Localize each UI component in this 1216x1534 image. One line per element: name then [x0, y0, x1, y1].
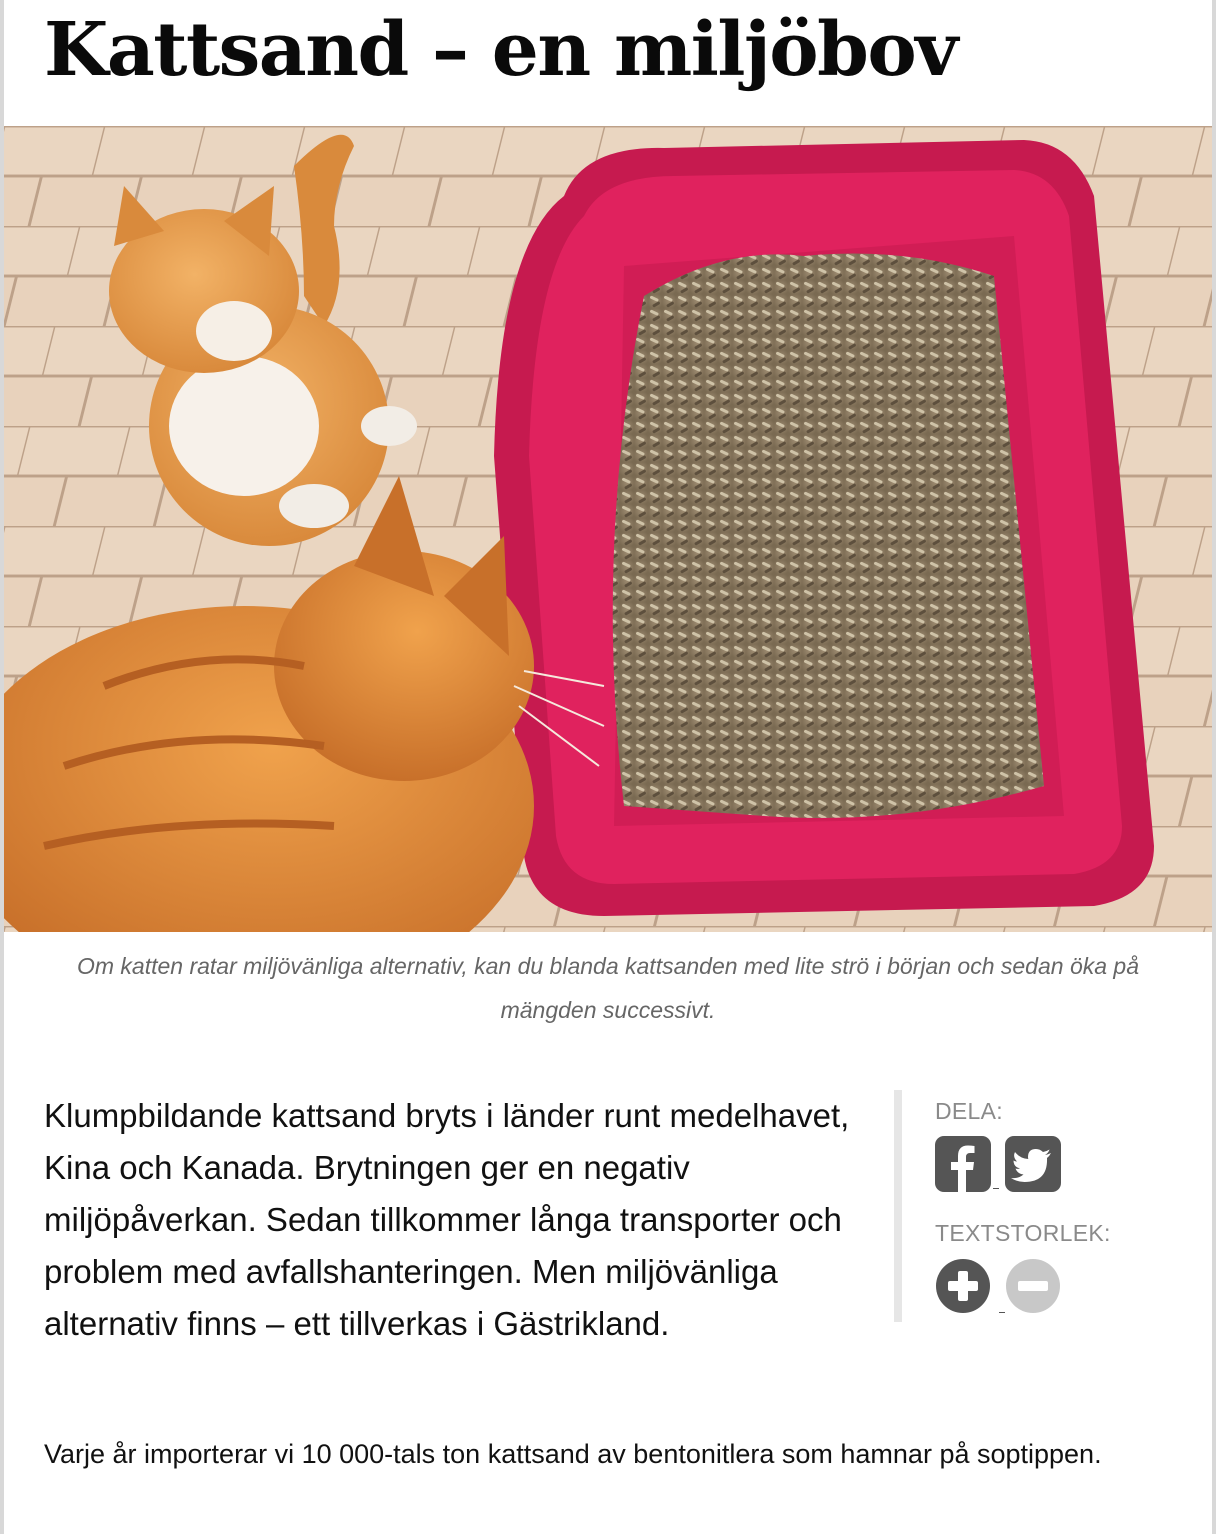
- plus-icon: [935, 1258, 991, 1314]
- page-frame-right: [1212, 0, 1216, 1534]
- facebook-share-button[interactable]: [935, 1136, 991, 1192]
- link-underline: [993, 1188, 999, 1189]
- minus-icon: [1005, 1258, 1061, 1314]
- share-label: DELA:: [935, 1098, 1003, 1124]
- article-body-paragraph: Varje år importerar vi 10 000-tals ton kattsand av bentonitlera som hamnar på soptippen.: [44, 1439, 1102, 1469]
- article-headline: Kattsand – en miljöbov: [44, 7, 957, 93]
- article-tools-sidebar: [894, 1090, 1162, 1322]
- article-ingress: Klumpbildande kattsand bryts i länder runt medelhavet, Kina och Kanada. Brytningen ger en negativ miljöpåverkan. Sedan tillkommer långa transporter och problem med avfallshanteringen. Men miljövänliga alternativ finns – ett tillverkas i Gästrikland.: [44, 1097, 850, 1342]
- increase-text-size-button[interactable]: [935, 1258, 991, 1314]
- text-size-label: TEXTSTORLEK:: [935, 1220, 1111, 1246]
- article-photo: [4, 126, 1212, 932]
- twitter-share-button[interactable]: [1005, 1136, 1061, 1192]
- decrease-text-size-button[interactable]: [1005, 1258, 1061, 1314]
- twitter-icon: [1005, 1136, 1061, 1192]
- litter-box: [494, 140, 1154, 916]
- photo-caption: Om katten ratar miljövänliga alternativ, kan du blanda kattsanden med lite strö i början och sedan öka på mängden successivt.: [76, 953, 1139, 1023]
- facebook-icon: [935, 1136, 991, 1192]
